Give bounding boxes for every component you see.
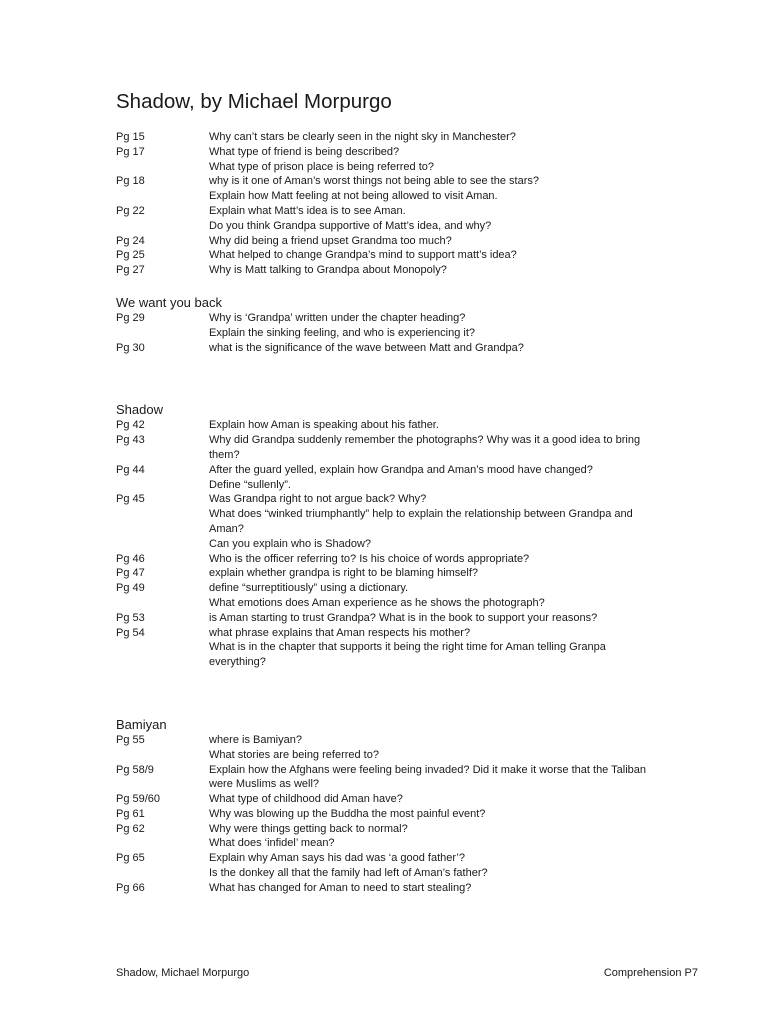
question-text: Explain what Matt’s idea is to see Aman. [209,204,406,217]
page-ref: Pg 47 [116,567,145,580]
page-ref: Pg 66 [116,881,145,894]
question-list [116,733,656,896]
question-row [116,418,656,433]
question-text: Explain the sinking feeling, and who is experiencing it? [209,326,475,339]
question-text: Who is the officer referring to? Is his choice of words appropriate? [209,552,530,565]
question-text: Why was blowing up the Buddha the most painful event? [209,807,486,820]
question-text: Can you explain who is Shadow? [209,537,372,550]
page-ref: Pg 25 [116,249,145,262]
question-text: Was Grandpa right to not argue back? Why? [209,493,427,506]
question-row [116,433,656,463]
question-text: What does “winked triumphantly” help to explain the relationship between Grandpa and Aman? [209,508,633,535]
question-list [116,418,656,670]
question-row [116,234,656,249]
question-row [116,130,656,145]
question-row [116,611,656,626]
footer-right-text: Comprehension P7 [603,967,698,979]
page-ref: Pg 58/9 [116,763,154,776]
question-text: What helped to change Grandpa’s mind to support matt’s idea? [209,249,517,262]
question-row [116,492,656,551]
question-row [116,204,656,234]
question-text: Why is Matt talking to Grandpa about Monopoly? [209,264,447,277]
question-text: What has changed for Aman to need to start stealing? [209,881,472,894]
question-text: What type of childhood did Aman have? [209,793,403,806]
question-row [116,566,656,581]
page-ref: Pg 62 [116,822,145,835]
question-row [116,733,656,763]
question-text: is Aman starting to trust Grandpa? What is in the book to support your reasons? [209,611,598,624]
question-row [116,581,656,611]
page-ref: Pg 17 [116,145,145,158]
question-row [116,807,656,822]
page-ref: Pg 27 [116,264,145,277]
page-ref: Pg 42 [116,419,145,432]
question-text: Explain why Aman says his dad was ‘a good father’? [209,852,465,865]
page-ref: Pg 44 [116,463,145,476]
question-row [116,851,656,881]
question-row [116,263,656,278]
question-row [116,763,656,793]
question-text: Why were things getting back to normal? [209,822,408,835]
question-text: After the guard yelled, explain how Grandpa and Aman’s mood have changed? [209,463,593,476]
section-heading-we-want-you-back: We want you back [116,294,222,310]
page-ref: Pg 18 [116,175,145,188]
question-text: Why did Grandpa suddenly remember the photographs? Why was it a good idea to bring them? [209,434,641,461]
question-row [116,626,656,670]
page-ref: Pg 24 [116,234,145,247]
footer-left-text: Shadow, Michael Morpurgo [116,967,250,979]
page-title: Shadow, by Michael Morpurgo [116,90,392,113]
page-ref: Pg 65 [116,852,145,865]
question-text: What is in the chapter that supports it being the right time for Aman telling Granpa everything? [209,641,606,669]
question-text: explain whether grandpa is right to be blaming himself? [209,567,479,580]
question-text: What stories are being referred to? [209,748,379,761]
page-ref: Pg 49 [116,582,145,595]
question-row [116,881,656,896]
page-ref: Pg 43 [116,434,145,447]
question-text: What type of prison place is being referred to? [209,160,435,173]
page-footer [116,966,698,980]
section-heading-shadow: Shadow [116,402,163,418]
question-row [116,822,656,852]
question-row [116,145,656,175]
question-text: Why did being a friend upset Grandma too much? [209,234,452,247]
question-row [116,552,656,567]
page-ref: Pg 30 [116,341,145,354]
question-text: What type of friend is being described? [209,145,400,158]
question-row [116,792,656,807]
question-text: Define “sullenly”. [209,478,291,491]
question-list [116,130,656,278]
question-row [116,341,656,356]
question-text: Why is ‘Grandpa’ written under the chapter heading? [209,311,466,324]
question-row [116,248,656,263]
question-text: what is the significance of the wave between Matt and Grandpa? [209,341,524,354]
page-ref: Pg 22 [116,204,145,217]
question-text: what phrase explains that Aman respects his mother? [209,626,471,639]
page-ref: Pg 15 [116,131,145,143]
page-ref: Pg 54 [116,626,145,639]
page-ref: Pg 53 [116,611,145,624]
question-text: where is Bamiyan? [209,733,302,746]
question-text: define “surreptitiously” using a dictionary. [209,582,409,595]
question-text: What does ‘infidel’ mean? [209,837,335,850]
question-text: Do you think Grandpa supportive of Matt’s idea, and why? [209,219,492,232]
question-text: Explain how Matt feeling at not being allowed to visit Aman. [209,190,498,203]
page-ref: Pg 55 [116,733,145,746]
page-ref: Pg 45 [116,493,145,506]
question-list [116,311,656,355]
question-text: Is the donkey all that the family had left of Aman’s father? [209,867,488,880]
question-text: Explain how the Afghans were feeling being invaded? Did it make it worse that the Taliban were Muslims as well? [209,763,647,791]
question-text: Why can’t stars be clearly seen in the night sky in Manchester? [209,131,516,143]
question-text: What emotions does Aman experience as he shows the photograph? [209,596,545,609]
page-ref: Pg 29 [116,311,145,324]
question-row [116,311,656,341]
question-text: Explain how Aman is speaking about his father. [209,419,439,432]
document-page [116,90,656,896]
page-ref: Pg 59/60 [116,793,161,806]
page-ref: Pg 61 [116,807,145,820]
question-row [116,174,656,204]
page-ref: Pg 46 [116,552,145,565]
question-text: why is it one of Aman’s worst things not being able to see the stars? [209,175,539,188]
section-heading-bamiyan: Bamiyan [116,716,167,732]
question-row [116,463,656,493]
